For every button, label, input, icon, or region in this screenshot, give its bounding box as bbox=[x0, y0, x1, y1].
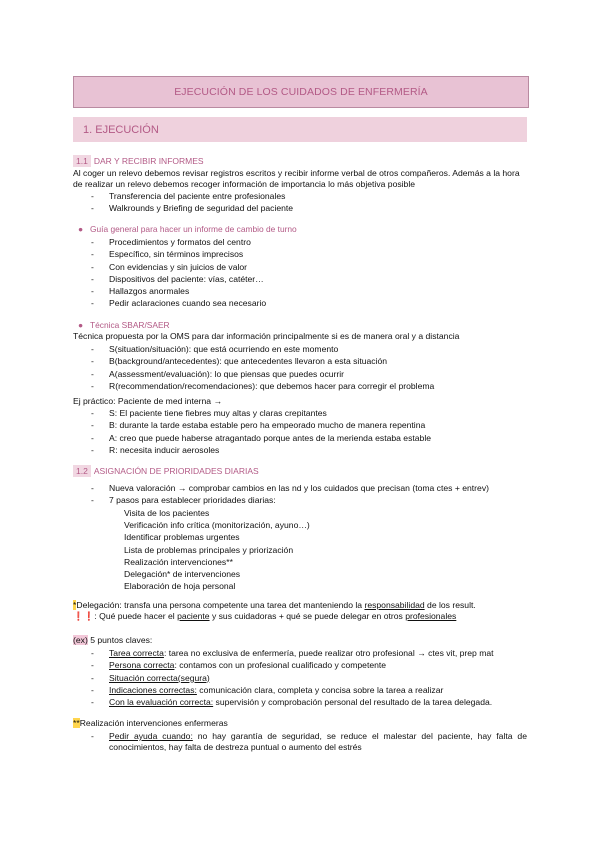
subsection-title: DAR Y RECIBIR INFORMES bbox=[93, 156, 204, 166]
step-item: Elaboración de hoja personal bbox=[124, 581, 236, 592]
list-item: - Dispositivos del paciente: vías, catéter… bbox=[91, 273, 264, 284]
list-item: - R: necesita inducir aerosoles bbox=[91, 444, 220, 455]
subsection-number: 1.2 bbox=[73, 465, 91, 477]
list-item: - 7 pasos para establecer prioridades diarias: bbox=[91, 495, 276, 506]
document-title-text: EJECUCIÓN DE LOS CUIDADOS DE ENFERMERÍA bbox=[174, 86, 428, 98]
list-item: - Transferencia del paciente entre profesionales bbox=[91, 191, 286, 201]
list-item: - Con la evaluación correcta: supervisión y comprobación personal del resultado de la tarea delegada. bbox=[91, 697, 493, 708]
step-item: Visita de los pacientes bbox=[124, 508, 210, 518]
list-item: - Pedir ayuda cuando: no hay garantía de seguridad, se reduce el malestar del paciente, hay falta de bbox=[91, 731, 527, 741]
sbar-heading: ● Técnica SBAR/SAER bbox=[78, 320, 170, 330]
list-item: - B(background/antecedentes): que antecedentes llevaron a esta situación bbox=[91, 356, 388, 367]
list-item: - Tarea correcta: tarea no exclusiva de enfermería, puede realizar otro profesional → ctes vit, prep mat bbox=[91, 648, 494, 658]
subsection-number: 1.1 bbox=[73, 155, 91, 167]
intro-list bbox=[91, 190, 293, 215]
subsection-header-prioridades bbox=[73, 465, 259, 477]
document-title bbox=[73, 76, 529, 108]
guide-heading: ● Guía general para hacer un informe de cambio de turno bbox=[78, 224, 297, 234]
section-header-ejecucion bbox=[73, 117, 527, 142]
list-item: - Persona correcta: contamos con un profesional cualificado y competente bbox=[91, 660, 387, 671]
list-item: - B: durante la tarde estaba estable pero ha empeorado mucho de manera repentina bbox=[91, 420, 426, 431]
list-item-continuation: conocimientos, hay falta de destreza puntual o aumento del estrés bbox=[109, 742, 362, 752]
realization-item bbox=[91, 731, 527, 753]
priority-list bbox=[91, 482, 489, 507]
example-title: Ej práctico: Paciente de med interna → bbox=[73, 396, 223, 406]
example-list bbox=[91, 407, 431, 456]
delegation-definition: *Delegación: transfa una persona competente una tarea det manteniendo la responsabilidad de los result. bbox=[73, 600, 476, 610]
exclamation-icon: ❗❗ bbox=[73, 611, 95, 621]
list-item: - S(situation/situación): que está ocurriendo en este momento bbox=[91, 344, 339, 354]
delegation-question: ❗❗: Qué puede hacer el paciente y sus cuidadoras + qué se puede delegar en otros profesionales bbox=[73, 611, 457, 621]
intro-paragraph: Al coger un relevo debemos revisar registros escritos y recibir informe verbal de otros compañeros. Además a la hora de realizar un relevo debemos recoger información de importancia lo más objetiva posible bbox=[73, 168, 520, 189]
steps-list bbox=[124, 507, 310, 592]
sbar-intro: Técnica propuesta por la OMS para dar información principalmente si es de manera oral y a distancia bbox=[73, 331, 460, 341]
realization-title: **Realización intervenciones enfermeras bbox=[73, 718, 228, 728]
subsection-header-informes bbox=[73, 155, 204, 167]
list-item: - A: creo que puede haberse atragantado porque antes de la merienda estaba estable bbox=[91, 432, 432, 443]
list-item: - R(recommendation/recomendaciones): que debemos hacer para corregir el problema bbox=[91, 380, 435, 391]
list-item: - Específico, sin términos imprecisos bbox=[91, 249, 244, 260]
list-item: - Hallazgos anormales bbox=[91, 286, 190, 297]
list-item: - Walkrounds y Briefing de seguridad del paciente bbox=[91, 203, 294, 214]
step-item: Identificar problemas urgentes bbox=[124, 532, 240, 543]
footnote-marker: * bbox=[73, 600, 77, 610]
step-item: Verificación info crítica (monitorización, ayuno…) bbox=[124, 520, 310, 531]
step-item: Realización intervenciones** bbox=[124, 556, 233, 567]
subsection-title: ASIGNACIÓN DE PRIORIDADES DIARIAS bbox=[93, 466, 259, 476]
list-item: - Indicaciones correctas: comunicación clara, completa y concisa sobre la tarea a realizar bbox=[91, 684, 444, 695]
footnote-marker: ** bbox=[73, 718, 80, 728]
list-item: - S: El paciente tiene fiebres muy altas y claras crepitantes bbox=[91, 408, 327, 418]
list-item: - Procedimientos y formatos del centro bbox=[91, 237, 251, 247]
list-item: - Nueva valoración → comprobar cambios en las nd y los cuidados que precisan (toma ctes + entrev) bbox=[91, 483, 489, 493]
guide-list bbox=[91, 236, 266, 310]
list-item: - Con evidencias y sin juicios de valor bbox=[91, 261, 248, 272]
list-item: - A(assessment/evaluación): lo que piensas que puedes ocurrir bbox=[91, 368, 345, 379]
sbar-list bbox=[91, 343, 434, 392]
section-title: 1. EJECUCIÓN bbox=[83, 123, 159, 136]
step-item: Lista de problemas principales y priorización bbox=[124, 544, 294, 555]
list-item: - Situación correcta(segura) bbox=[91, 672, 210, 683]
five-points-list bbox=[91, 647, 494, 708]
exam-tag: (ex) bbox=[73, 635, 88, 645]
five-points-title: (ex) 5 puntos claves: bbox=[73, 635, 153, 645]
step-item: Delegación* de intervenciones bbox=[124, 568, 241, 579]
list-item: - Pedir aclaraciones cuando sea necesario bbox=[91, 298, 267, 309]
